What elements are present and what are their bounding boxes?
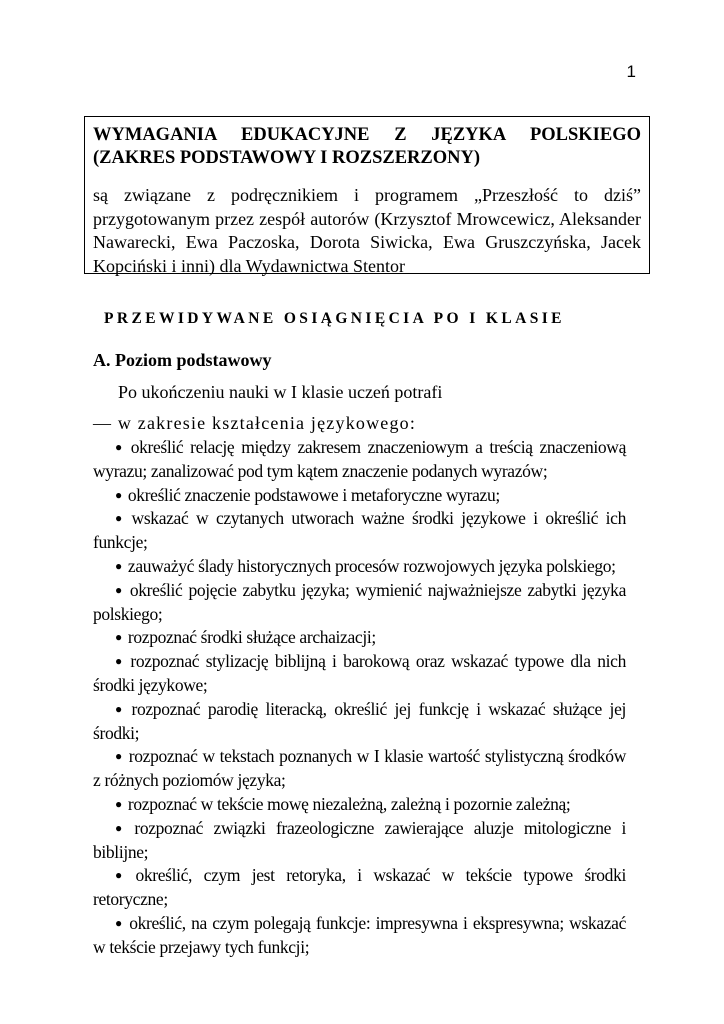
bullet-icon: ●: [115, 701, 126, 716]
list-item: ● określić pojęcie zabytku języka; wymienić najważniejsze zabytki języka polskiego;: [93, 579, 626, 624]
list-item: ● rozpoznać w tekstach poznanych w I klasie wartość stylistyczną środków z różnych poziomów języka;: [93, 746, 626, 791]
bullet-icon: ●: [115, 749, 123, 764]
list-item: ● określić, na czym polegają funkcje: impresywna i ekspresywna; wskazać w tekście przejawy tych funkcji;: [93, 912, 626, 957]
bullet-icon: ●: [115, 868, 130, 883]
requirements-list: [93, 436, 626, 960]
intro-text: Po ukończeniu nauki w I klasie uczeń potrafi: [118, 382, 443, 402]
bullet-icon: ●: [115, 654, 125, 669]
bullet-icon: ●: [115, 796, 122, 811]
title-box: [84, 116, 650, 274]
list-item: ● rozpoznać środki służące archaizacji;: [115, 627, 376, 648]
list-item: ● wskazać w czytanych utworach ważne środki językowe i określić ich funkcje;: [93, 508, 626, 553]
list-item: ● określić relację między zakresem znaczeniowym a treścią znaczeniową wyrazu; zanalizować pod tym kątem znaczenie podanych wyrazów;: [93, 437, 626, 481]
level-heading: A. Poziom podstawowy: [93, 350, 272, 370]
bullet-icon: ●: [115, 487, 122, 502]
list-item: ● zauważyć ślady historycznych procesów rozwojowych języka polskiego;: [115, 555, 616, 576]
list-item: ● rozpoznać parodię literacką, określić jej funkcję i wskazać służące jej środki;: [93, 698, 626, 743]
bullet-icon: ●: [115, 558, 122, 573]
bullet-icon: ●: [115, 511, 126, 526]
title-description: są związane z podręcznikiem i programem „Przeszłość to dziś” przygotowanym przez zespół autorów (Krzysztof Mrowcewicz, Aleksander Nawarecki, Ewa Paczoska, Dorota Siwicka, Ewa Gruszczyńska, Jacek Kopciński i inni) dla Wydawnictwa Stentor: [93, 185, 641, 276]
list-item: ● rozpoznać w tekście mowę niezależną, zależną i pozornie zależną;: [115, 793, 571, 814]
list-item: ● rozpoznać związki frazeologiczne zawierające aluzje mitologiczne i biblijne;: [93, 817, 626, 862]
bullet-icon: ●: [115, 820, 129, 835]
document-title: [93, 124, 641, 170]
list-item: ● określić, czym jest retoryka, i wskazać w tekście typowe środki retoryczne;: [93, 865, 626, 910]
section-heading: PRZEWIDYWANE OSIĄGNIĘCIA PO I KLASIE: [104, 310, 565, 327]
list-item: ● określić znaczenie podstawowe i metaforyczne wyrazu;: [115, 484, 500, 505]
bullet-icon: ●: [115, 630, 122, 645]
page-number: 1: [626, 62, 636, 81]
title-line-1: WYMAGANIA EDUKACYJNE Z JĘZYKA POLSKIEGO: [93, 125, 641, 145]
title-line-2: (ZAKRES PODSTAWOWY I ROZSZERZONY): [93, 148, 481, 168]
bullet-icon: ●: [115, 440, 125, 454]
bullet-icon: ●: [115, 915, 124, 930]
list-item: ● rozpoznać stylizację biblijną i barokową oraz wskazać typowe dla nich środki językowe;: [93, 651, 626, 695]
scope-heading: — w zakresie kształcenia językowego:: [93, 413, 417, 433]
bullet-icon: ●: [115, 582, 124, 597]
